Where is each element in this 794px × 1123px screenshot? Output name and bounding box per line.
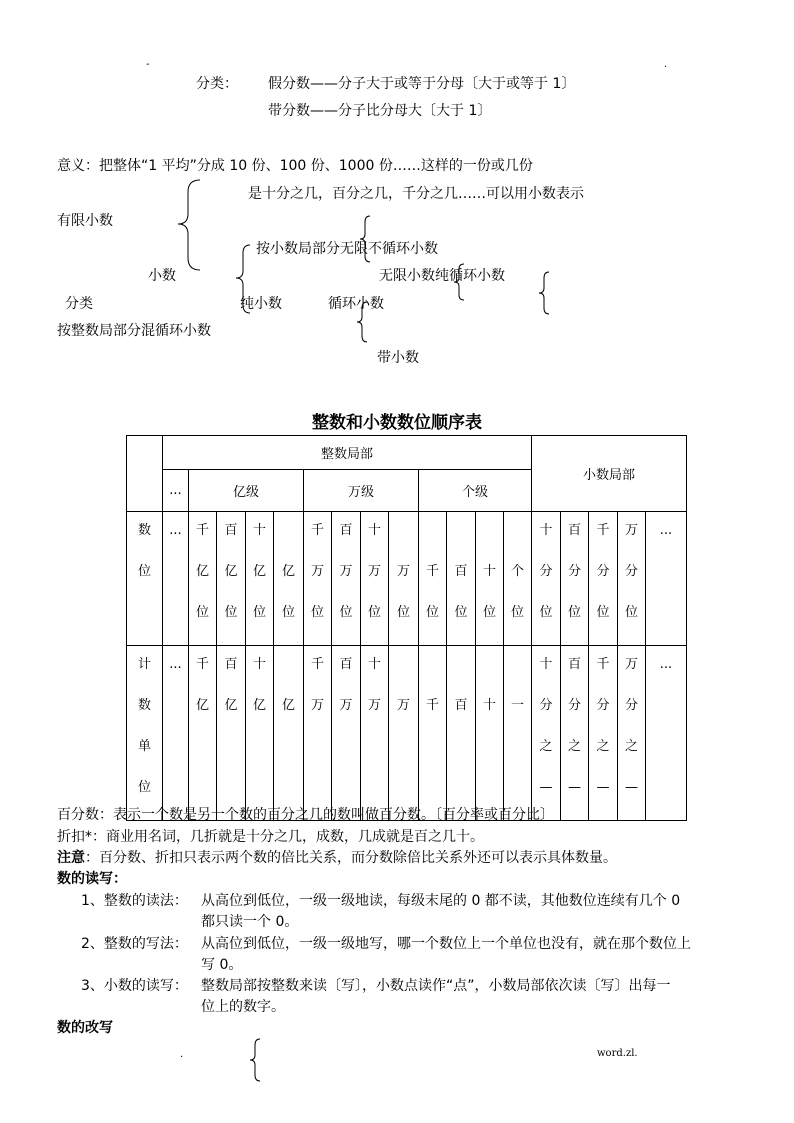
brace-icon [358,214,372,264]
header-mark-left: - [146,59,150,70]
rule2-text-b: 写 0。 [201,957,243,973]
brace-icon [355,300,369,344]
improper-fraction-text: 假分数——分子大于或等于分母〔大于或等于 1〕 [268,76,576,92]
level-yi: 亿级 [189,470,304,512]
brace-icon [234,243,254,315]
reading-writing-title: 数的读写： [57,871,127,887]
unit-cell: 万 [389,646,419,821]
classification-label: 分类： [196,76,238,92]
attention-note: 注意：百分数、折扣只表示两个数的倍比关系，而分数除倍比关系外还可以表示具体数量。 [57,850,617,866]
level-ge: 个级 [419,470,532,512]
unit-cell: 千 [419,646,447,821]
footer-dot: . [180,1049,184,1060]
place-cell: 百 万 位 [332,512,361,646]
brace-icon [452,262,466,302]
level-wan: 万级 [304,470,419,512]
finite-decimal: 有限小数 [57,213,113,229]
integer-part-header: 整数局部 [163,436,532,470]
rewrite-title: 数的改写 [57,1020,113,1036]
place-cell: 千 位 [419,512,447,646]
brace-icon [248,1037,262,1083]
unit-cell: 百 万 [332,646,361,821]
place-cell: 万 分 位 [618,512,646,646]
discount-definition: 折扣*：商业用名词，几折就是十分之几，成数，几成就是百之几十。 [57,829,484,845]
mixed-fraction-text: 带分数——分子比分母大〔大于 1〕 [268,103,492,119]
unit-cell: 十 [476,646,504,821]
place-cell: 百 位 [447,512,476,646]
rule3-text-a: 整数局部按整数来读〔写〕，小数点读作“点”，小数局部依次读〔写〕出每一 [201,978,671,994]
decimal-meaning-line2: 是十分之几，百分之几，千分之几……可以用小数表示 [248,186,584,202]
places-ellipsis-end: ... [646,512,687,646]
units-ellipsis: ... [163,646,189,821]
place-cell: 百 亿 位 [217,512,246,646]
place-cell: 千 分 位 [589,512,618,646]
place-cell: 十 位 [476,512,504,646]
unit-cell: 十 万 [361,646,389,821]
unit-cell: 亿 [274,646,304,821]
classify-label: 分类 [65,296,93,312]
decimal-meaning-line1: 意义：把整体“1 平均”分成 10 份、100 份、1000 份……这样的一份或几份 [57,158,533,174]
rule2-text-a: 从高位到低位，一级一级地写，哪一个数位上一个单位也没有，就在那个数位上 [201,936,691,952]
place-cell: 万 位 [389,512,419,646]
unit-cell: 千 万 [304,646,332,821]
place-value-table [126,435,687,821]
units-ellipsis-end: ... [646,646,687,821]
place-cell: 百 分 位 [561,512,589,646]
brace-icon [537,270,551,316]
mixed-decimal: 带小数 [377,350,419,366]
rule3-label: 3、小数的读写： [81,978,188,994]
brace-icon [174,178,204,274]
row-label-units: 计 数 单 位 [127,646,163,821]
rule1-text-a: 从高位到低位，一级一级地读，每级末尾的 0 都不读，其他数位连续有几个 0 [201,893,681,909]
header-mark-right: . [664,59,668,70]
unit-cell: 千 亿 [189,646,217,821]
nonrepeat-decimal: 按小数局部分无限不循环小数 [256,241,438,257]
unit-cell: 万 分 之 — [618,646,646,821]
unit-cell: 十 分 之 — [532,646,561,821]
places-ellipsis: ... [163,512,189,646]
repeating-decimal: 循环小数 [328,296,384,312]
place-cell: 十 亿 位 [246,512,274,646]
place-cell: 个 位 [504,512,532,646]
place-cell: 十 分 位 [532,512,561,646]
rule2-label: 2、整数的写法： [81,936,188,952]
rule1-label: 1、整数的读法： [81,893,188,909]
place-cell: 千 万 位 [304,512,332,646]
rule3-text-b: 位上的数字。 [201,999,285,1015]
percent-definition: 百分数：表示一个数是另一个数的百分之几的数叫做百分数。〔百分率或百分比〕 [57,807,554,823]
place-cell: 千 亿 位 [189,512,217,646]
unit-cell: 一 [504,646,532,821]
table-title: 整数和小数数位顺序表 [312,413,482,433]
place-cell: 亿 位 [274,512,304,646]
level-ellipsis: ... [163,470,189,512]
unit-cell: 十 亿 [246,646,274,821]
place-cell: 十 万 位 [361,512,389,646]
mixed-repeating: 按整数局部分混循环小数 [57,323,211,339]
infinite-pure-repeating: 无限小数纯循环小数 [379,268,505,284]
rule1-text-b: 都只读一个 0。 [201,914,299,930]
decimal-label: 小数 [148,268,176,284]
pure-decimal: 纯小数 [240,296,282,312]
decimal-part-header: 小数局部 [532,436,687,512]
unit-cell: 百 分 之 — [561,646,589,821]
unit-cell: 百 亿 [217,646,246,821]
row-label-places: 数 位 [127,512,163,646]
corner-cell [127,436,163,512]
unit-cell: 千 分 之 — [589,646,618,821]
unit-cell: 百 [447,646,476,821]
footer-mark: word.zl. [597,1048,638,1059]
